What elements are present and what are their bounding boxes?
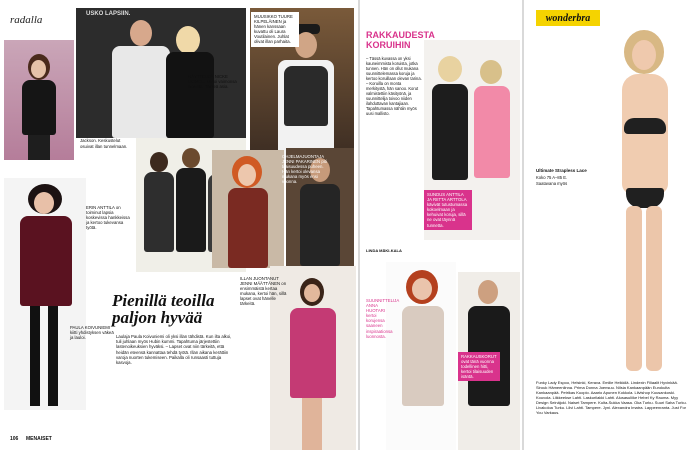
product-price: Saatavana myös <box>536 181 568 186</box>
brand-logo <box>536 10 600 26</box>
section-label: radalla <box>10 14 43 26</box>
middle-headline: RAKKAUDESTA KORUIHIN <box>366 30 435 50</box>
photo-lingerie-model <box>594 30 694 375</box>
product-title: Ultimate Strapless Lace <box>536 168 587 173</box>
brand-name: wonderbra <box>545 12 591 24</box>
caption-erin: ERIN ANTTILA on toiminut lapsia koskevissa hankkeissa ja kertoo tukevansa työtä. <box>86 205 130 231</box>
caption-nicke: NÄYTTELIJÄ NICKE LIGNELL kertoi vaimonsa lapsista. Tärkeä asia. <box>188 74 237 90</box>
caption-paula: PAULA KOIVUNIEMI kiitti yhdistyksen väkeä ja lauloi. <box>70 325 114 341</box>
photo-woman-black-dress <box>4 40 74 160</box>
product-detail: Koko 75 A–85 E. <box>536 175 568 180</box>
caption-rakkaus: RAKKAUSKORUT ovat tänä vuonna todellinen hitti, kertoi tilaisuuden isäntä. <box>458 352 500 381</box>
middle-body: – Tässä kuvassa on yksi kauneimmista koruista, jotka tunnen. Hän on ollut mukana suunnittelemassa koruja ja kertoo koruillaan olevan tarina. – Koruilla on monta merkitystä, hän sanoo. Korut valmistettiin käsityönä, ja suunnittelija toivoo niiden ilahduttavan kantajiaan. Tapahtumassa nähtiin myös uusi mallisto. <box>366 56 422 116</box>
right-page <box>524 0 696 450</box>
photo-couple-sign <box>76 8 246 138</box>
body-text: Laulaja Paula Koivuniemi oli yksi illan tähdistä. Kun ilta alkoi, tuli juhlaan myös Hubin kummi. Tapahtuma järjestettiin lastenoikeuksien hyväksi. – Lapset ovat niin tärkeitä, että heidän eteensä kannattaa tehdä työtä. Illan aikana kerättiin varoja nuorten tukemiseen. Paikalla oli runsaasti tuttuja kasvoja. <box>116 334 232 366</box>
caption-anna: SUUNNITTELIJA ANNA HUOTARI kertoi korujensa saaneen inspiraationsa luonnosta. <box>366 298 399 339</box>
caption-sundus: SUNDUS ANTTILA JA RIITTA ARTTOLA kävivät tutustumassa kokoelmaan ja kehuivat koruja, sillä ne ovat täynnä tunnetta. <box>424 190 472 230</box>
caption-sandra: Jackson. Keskustelut osuivat illan tunnelmaan. <box>80 138 128 149</box>
wall-sign: USKO LAPSIIN. <box>86 11 131 17</box>
photo-redhead-designer <box>386 262 456 450</box>
middle-author: LINDA MÄKI-KALA <box>366 248 402 253</box>
photo-redhead-woman <box>212 150 284 268</box>
stockists-list: Funky Lady Espoo, Helsinki, Kerava. Emilie Heikkilä. Lindexin Filiaalit Hyvinkää. Sirouk Hämeenlinna. Prima Donna Joensuu. Nilsia Kankaanpään Eurokulta Kankaanpää. Petrikas Kuopio. Aaario Apunen Kokkola. Lilvishop Kuusankoski. Kouvola. Liikkeekse Lahti. Laskurilakki Lahti. Alusasuliike Hebel Ky Rauma. Myy Design Seinäjoki. Naiset Tampere. Kulta-Sukka Vaasa. Oka Turku. Suuri Saha Turku. Livakoloa Turku. Lilvi Lahti. Tampere. Jyni. Alexandra Imatra. Lappeenranta. Just For You Varkaus. <box>536 380 687 415</box>
photo-paula-koivuniemi <box>4 178 86 410</box>
caption-right-mid: OHJELMAJUONTAJA JENNI PAKARINEN piti tilaisuudessa puheen. Hän kertoi olevansa mukana myös ensi vuonna. <box>282 154 327 185</box>
caption-jenni: ILLAN JUONTANUT JENNI MÄÄTTÄNEN on ensimmäistä kertaa mukana, kertoi hän, sillä lapset ovat hänelle tärkeitä. <box>240 276 287 307</box>
magazine-name: MENAISET <box>26 436 52 442</box>
headline: Pienillä teoilla paljon hyvää <box>112 291 215 327</box>
page-number: 106 <box>10 436 19 442</box>
caption-tuure: MUUSIKKO TUURE KILPELÄINEN ja hänen kanssaan kuvattu oli Laura Voutilainen. Juhlat olivat illan parhaita. <box>251 12 299 47</box>
middle-page <box>360 0 522 450</box>
